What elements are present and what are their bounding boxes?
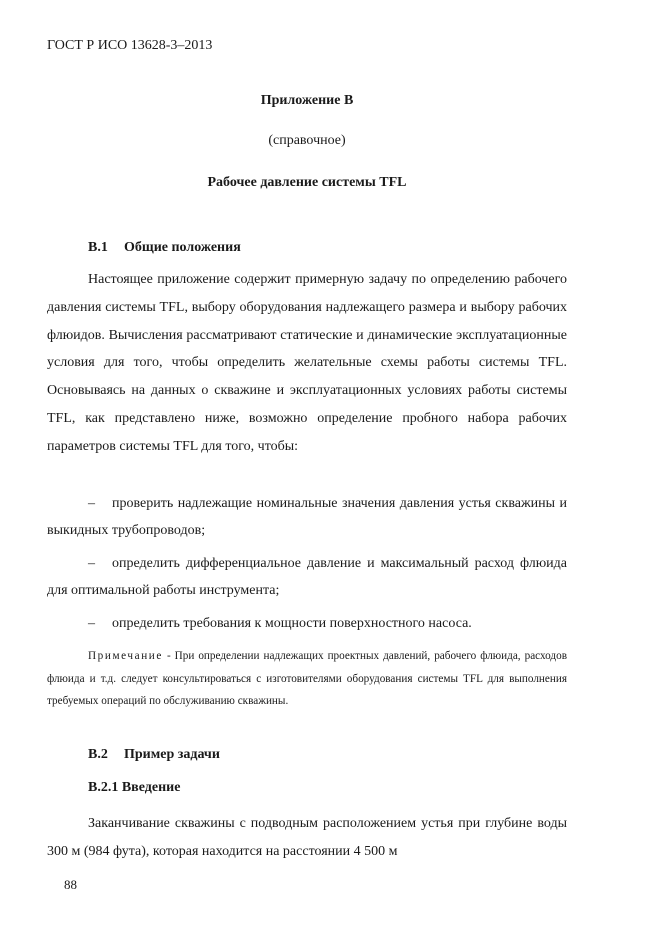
- subsection-title: Введение: [121, 780, 181, 795]
- document-header: ГОСТ Р ИСО 13628-3–2013: [47, 38, 213, 53]
- section-b2-heading: [88, 747, 220, 763]
- list-dash: –: [88, 556, 95, 571]
- section-b1-paragraph: Настоящее приложение содержит примерную задачу по определению рабочего давления системы TFL, выбору оборудования надлежащего размера и выбору рабочих флюидов. Вычисления рассматривают статические и динамические эксплуатационные условия для того, чтобы определить желательные схемы работы системы TFL. Основываясь на данных о скважине и эксплуатационных условиях работы системы TFL, как представлено ниже, возможно определение пробного набора рабочих параметров системы TFL для того, чтобы:: [47, 272, 567, 454]
- subsection-b21-heading: [88, 780, 180, 796]
- list-item: [47, 610, 567, 637]
- note-label: Примечание: [88, 650, 163, 662]
- note-text: - При определении надлежащих проектных давлений, рабочего флюида, расходов флюида и т.д. следует консультироваться с изготовителями оборудования системы TFL для выполнения требуемых операций по обслуживанию скважины.: [47, 650, 567, 708]
- section-number: В.1: [88, 240, 108, 255]
- list-item: [47, 550, 567, 604]
- list-item-text: определить требования к мощности поверхностного насоса.: [112, 616, 472, 631]
- section-title: Общие положения: [124, 240, 241, 255]
- appendix-heading: Рабочее давление системы TFL: [207, 175, 407, 190]
- section-title: Пример задачи: [124, 747, 220, 762]
- note: [47, 645, 567, 713]
- list-dash: –: [88, 616, 95, 631]
- section-b21-paragraph: Заканчивание скважины с подводным расположением устья при глубине воды 300 м (984 фута), которая находится на расстоянии 4 500 м: [47, 816, 567, 859]
- page-number: 88: [64, 877, 77, 892]
- section-number: В.2: [88, 747, 108, 762]
- appendix-title: Приложение В: [260, 93, 354, 108]
- subsection-number: В.2.1: [88, 780, 119, 795]
- list-item: [47, 490, 567, 544]
- section-b1-heading: [88, 240, 241, 256]
- appendix-type: (справочное): [268, 133, 346, 148]
- list-item-text: проверить надлежащие номинальные значения давления устья скважины и выкидных трубопроводов;: [47, 496, 567, 538]
- list-dash: –: [88, 496, 95, 511]
- list-item-text: определить дифференциальное давление и максимальный расход флюида для оптимальной работы инструмента;: [47, 556, 567, 598]
